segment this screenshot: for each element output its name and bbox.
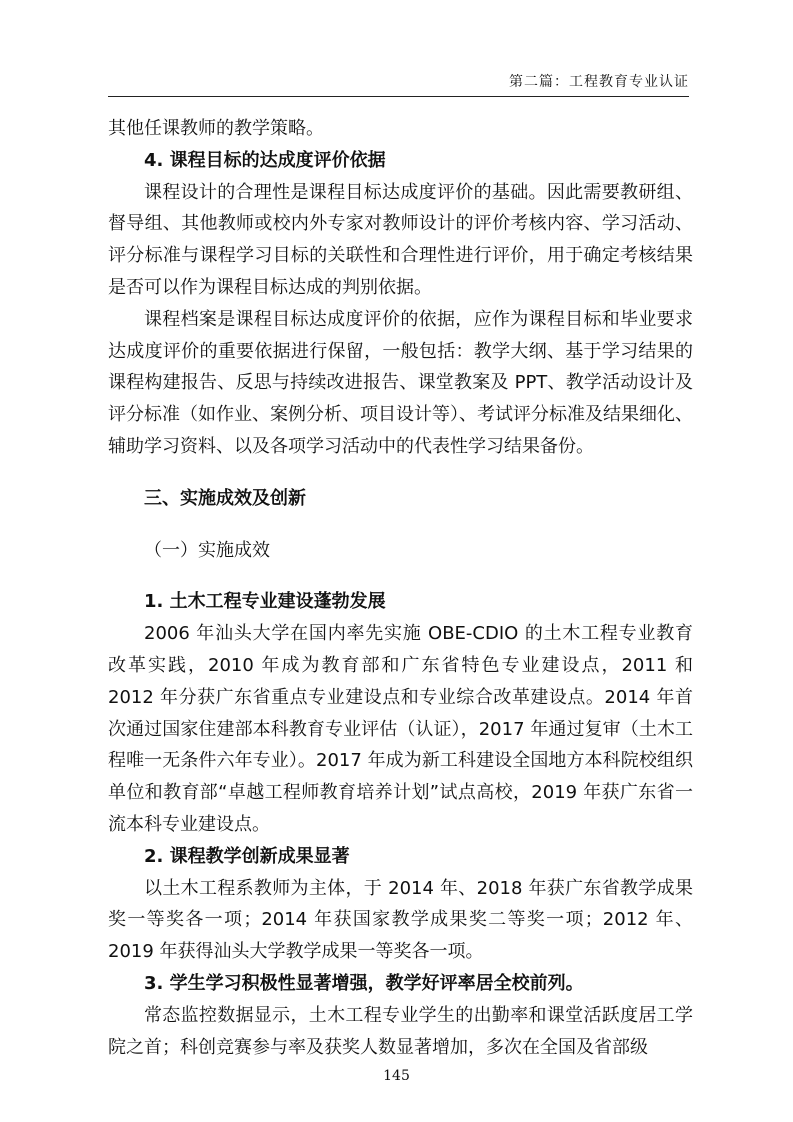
paragraph-course-archive: 课程档案是课程目标达成度评价的依据，应作为课程目标和毕业要求达成度评价的重要依据进行保留，一般包括：教学大纲、基于学习结果的课程构建报告、反思与持续改进报告、课堂教案及 PPT、教学活动设计及评分标准（如作业、案例分析、项目设计等）、考试评分标准及结果细化、辅助学习资料、以及各项学习活动中的代表性学习结果备份。 (108, 308, 693, 457)
section-heading-implementation: 三、实施成效及创新 (144, 487, 306, 509)
heading-course-objective-basis: 4. 课程目标的达成度评价依据 (144, 149, 386, 171)
continuation-paragraph: 其他任课教师的教学策略。 (108, 118, 324, 139)
paragraph-course-design: 课程设计的合理性是课程目标达成度评价的基础。因此需要教研组、督导组、其他教师或校内外专家对教师设计的评价考核内容、学习活动、评分标准与课程学习目标的关联性和合理性进行评价，用于确定考核结果是否可以作为课程目标达成的判别依据。 (108, 181, 693, 298)
page-body (108, 113, 693, 1063)
header-divider (108, 96, 689, 97)
paragraph-student-engagement: 常态监控数据显示，土木工程专业学生的出勤率和课堂活跃度居工学院之首；科创竞赛参与率及获奖人数显著增加，多次在全国及省部级 (108, 1004, 693, 1058)
running-header: 第二篇：工程教育专业认证 (509, 74, 689, 90)
heading-teaching-innovation: 2. 课程教学创新成果显著 (144, 845, 350, 867)
heading-major-development: 1. 土木工程专业建设蓬勃发展 (144, 591, 386, 613)
paragraph-teaching-awards: 以土木工程系教师为主体，于 2014 年、2018 年获广东省教学成果奖一等奖各一项；2014 年获国家教学成果奖二等奖一项；2012 年、2019 年获得汕头大学教学成果一等奖各一项。 (108, 877, 693, 963)
page-number: 145 (383, 1068, 410, 1084)
subsection-heading-results: （一）实施成效 (144, 539, 270, 561)
heading-student-engagement: 3. 学生学习积极性显著增强，教学好评率居全校前列。 (144, 972, 584, 994)
paragraph-major-development: 2006 年汕头大学在国内率先实施 OBE-CDIO 的土木工程专业教育改革实践，2010 年成为教育部和广东省特色专业建设点，2011 和 2012 年分获广东省重点专业建设点和专业综合改革建设点。2014 年首次通过国家住建部本科教育专业评估（认证），2017 年通过复审（土木工程唯一无条件六年专业）。2017 年成为新工科建设全国地方本科院校组织单位和教育部“卓越工程师教育培养计划”试点高校，2019 年获广东省一流本科专业建设点。 (108, 623, 693, 835)
